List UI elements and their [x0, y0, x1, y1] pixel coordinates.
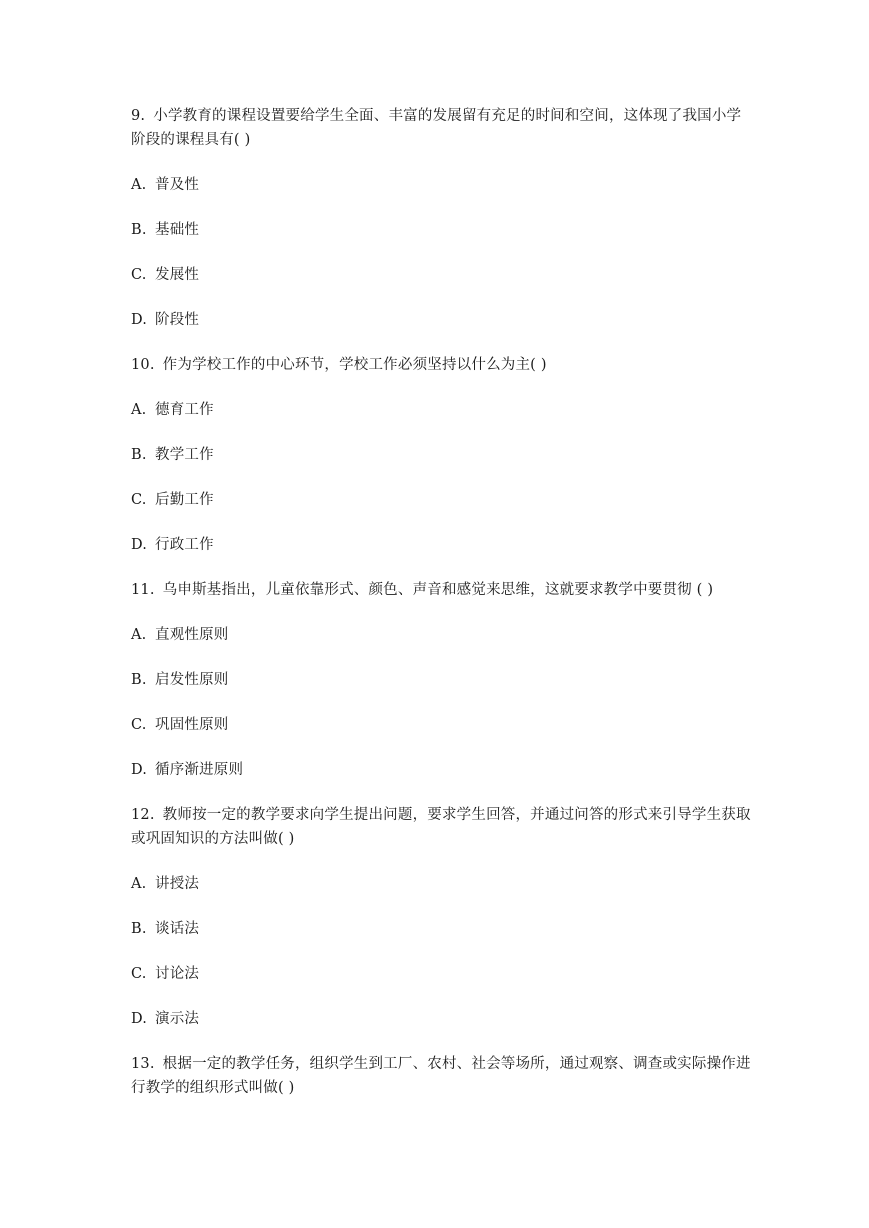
option-text: 演示法 [155, 1011, 200, 1027]
question-text [131, 803, 751, 851]
option-letter: A. [131, 627, 147, 643]
option-b [131, 668, 751, 692]
option-letter: A. [131, 177, 147, 193]
question-13 [131, 1052, 751, 1100]
option-letter: D. [131, 312, 148, 328]
question-number: 10. [131, 357, 155, 373]
option-text: 行政工作 [155, 537, 214, 553]
option-b [131, 917, 751, 941]
option-letter: B. [131, 222, 147, 238]
option-b [131, 443, 751, 467]
question-stem: 作为学校工作的中心环节，学校工作必须坚持以什么为主( ) [162, 357, 547, 373]
option-a [131, 398, 751, 422]
option-letter: D. [131, 537, 148, 553]
option-text: 阶段性 [155, 312, 200, 328]
option-c [131, 713, 751, 737]
question-11 [131, 578, 751, 782]
question-10 [131, 353, 751, 557]
question-stem: 乌申斯基指出，儿童依靠形式、颜色、声音和感觉来思维，这就要求教学中要贯彻 ( ) [162, 582, 714, 598]
question-number: 9. [131, 108, 146, 124]
document-page [131, 104, 751, 1121]
option-text: 教学工作 [155, 447, 214, 463]
option-d [131, 758, 751, 782]
question-stem: 教师按一定的教学要求向学生提出问题，要求学生回答，并通过问答的形式来引导学生获取或巩固知识的方法叫做( ) [131, 807, 751, 847]
question-text [131, 1052, 751, 1100]
option-letter: C. [131, 492, 147, 508]
option-d [131, 308, 751, 332]
question-stem: 根据一定的教学任务，组织学生到工厂、农村、社会等场所，通过观察、调查或实际操作进行教学的组织形式叫做( ) [131, 1056, 751, 1096]
option-letter: C. [131, 717, 147, 733]
question-9 [131, 104, 751, 332]
option-text: 基础性 [155, 222, 200, 238]
option-text: 发展性 [155, 267, 200, 283]
option-letter: B. [131, 672, 147, 688]
option-text: 直观性原则 [155, 627, 229, 643]
option-a [131, 173, 751, 197]
option-a [131, 872, 751, 896]
option-letter: C. [131, 966, 147, 982]
option-text: 普及性 [155, 177, 200, 193]
question-text [131, 353, 751, 377]
option-letter: B. [131, 447, 147, 463]
option-text: 循序渐进原则 [155, 762, 244, 778]
option-d [131, 1007, 751, 1031]
question-text [131, 104, 751, 152]
option-text: 讲授法 [155, 876, 200, 892]
option-text: 德育工作 [155, 402, 214, 418]
option-letter: C. [131, 267, 147, 283]
question-12 [131, 803, 751, 1031]
option-letter: A. [131, 402, 147, 418]
option-d [131, 533, 751, 557]
option-text: 巩固性原则 [155, 717, 229, 733]
option-letter: D. [131, 1011, 148, 1027]
option-c [131, 488, 751, 512]
option-letter: B. [131, 921, 147, 937]
question-number: 12. [131, 807, 155, 823]
question-text [131, 578, 751, 602]
option-text: 讨论法 [155, 966, 200, 982]
option-c [131, 962, 751, 986]
option-text: 谈话法 [155, 921, 200, 937]
option-letter: D. [131, 762, 148, 778]
option-text: 后勤工作 [155, 492, 214, 508]
question-number: 11. [131, 582, 155, 598]
question-number: 13. [131, 1056, 155, 1072]
option-a [131, 623, 751, 647]
option-b [131, 218, 751, 242]
option-letter: A. [131, 876, 147, 892]
option-text: 启发性原则 [155, 672, 229, 688]
question-stem: 小学教育的课程设置要给学生全面、丰富的发展留有充足的时间和空间，这体现了我国小学阶段的课程具有( ) [131, 108, 742, 148]
option-c [131, 263, 751, 287]
